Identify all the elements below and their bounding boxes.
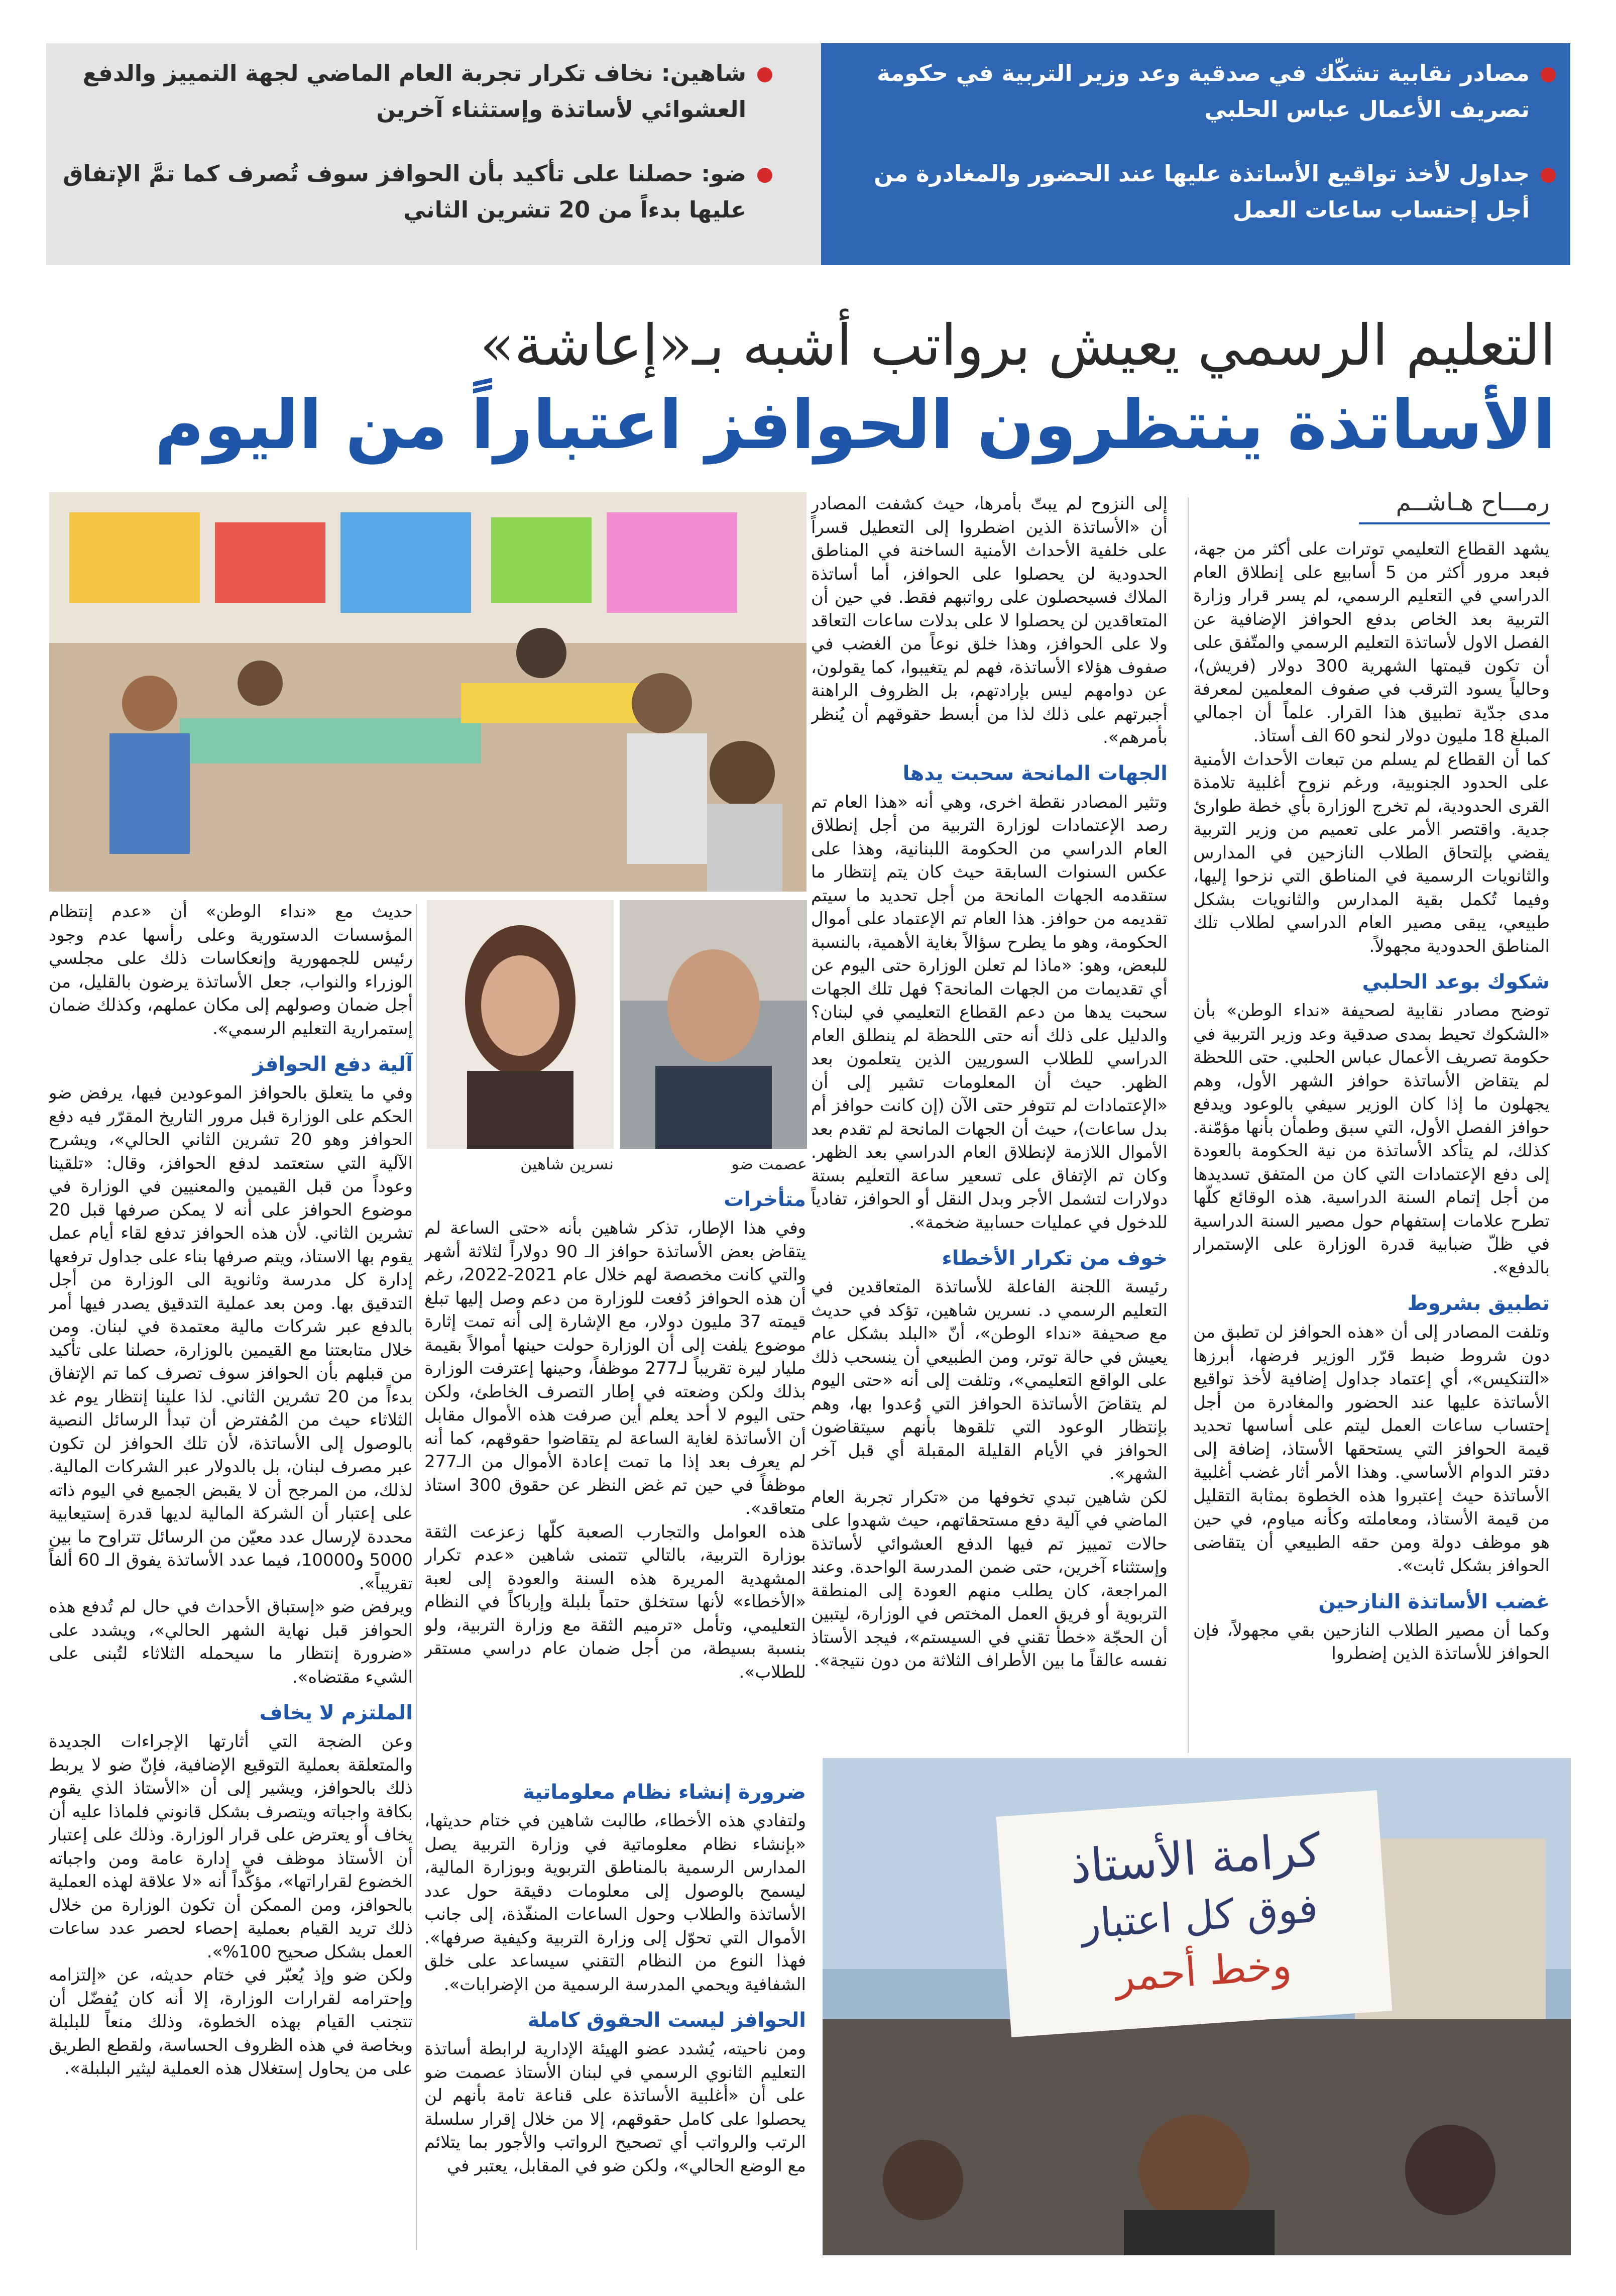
red-bullet-icon: [757, 168, 772, 183]
paragraph: وتثير المصادر نقطة اخرى، وهي أنه «هذا العام تم رصد الإعتمادات لوزارة التربية من أجل إنطلاق العام الدراسي من الحكومة اللبنانية، وهذا على عكس السنوات السابقة حيث كان يتم إنتظار ما ستقدمه الجهات المانحة من أجل تحديد ما سيتم تقديمه من حوافز. هذا العام تم الإعتماد على أموال الحكومة، وهو ما يطرح سؤالاً بغاية الأهمية، بالنسبة للبعض، وهو: «ماذا لم تعلن الوزارة حتى اليوم عن أي تقديمات من الجهات المانحة؟ فهل تلك الجهات سحبت يدها من دعم القطاع التعليمي في لبنان؟ والدليل على ذلك أنه حتى اللحظة لم ينطلق العام الدراسي للطلاب السوريين الذين يتعلمون بعد الظهر. حيث أن المعلومات تشير إلى أن «الإعتمادات لم تتوفر حتى الآن (إن كانت حوافز أم بدل ساعات)، حيث أن الجهات المانحة لم تقدم بعد الأموال اللازمة لإنطلاق العام الدراسي بعد الظهر. وكان تم الإتفاق على تسعير ساعة التعليم بستة دولارات لتشمل الأجر وبدل النقل أو الحوافز، تفادياً للدخول في عمليات حسابية ضخمة».: [811, 792, 1168, 1233]
subheading: متأخرات: [724, 1188, 806, 1211]
byline-rule: [1359, 522, 1550, 524]
protest-sign: [1028, 1817, 1370, 2010]
teaser-text: جداول لأخذ تواقيع الأساتذة عليها عند الحضور والمغادرة من أجل إحتساب ساعات العمل: [874, 160, 1530, 223]
paragraph: هذه العوامل والتجارب الصعبة كلّها زعزعت الثقة بوزارة التربية، بالتالي تتمنى شاهين «عدم تكرار المشهدية المريرة هذه السنة والعودة إلى لعبة «الأخطاء» لأنها ستخلق حتماً بلبلة وإرباكاً في النظام التعليمي، وتأمل «ترميم الثقة مع وزارة التربية، ولو بنسبة بسيطة، من أجل ضمان عام دراسي مستقر للطلاب».: [424, 1521, 806, 1682]
teaser-text: شاهين: نخاف تكرار تجربة العام الماضي لجهة التمييز والدفع العشوائي لأساتذة وإستثناء آخرين: [82, 60, 746, 123]
headline-kicker: التعليم الرسمي يعيش برواتب أشبه بـ«إعاشة»: [480, 313, 1556, 378]
teaser-text: ضو: حصلنا على تأكيد بأن الحوافز سوف تُصرف كما تمَّ الإتفاق عليها بدءاً من 20 تشرين الثاني: [63, 160, 746, 223]
column-divider: [416, 904, 417, 2250]
paragraph: حديث مع «نداء الوطن» أن «عدم إنتظام المؤسسات الدستورية وعلى رأسها عدم وجود رئيس للجمهورية وإنعكاسات ذلك على مجلسي الوزراء والنواب، جعل الأساتذة يرضون بالقليل، من أجل ضمان وصولهم إلى مكان عملهم، وكذلك ضمان إستمرارية التعليم الرسمي».: [49, 902, 413, 1039]
subheading: الملتزم لا يخاف: [259, 1701, 413, 1724]
red-bullet-icon: [1541, 168, 1556, 183]
subheading: الحوافز ليست الحقوق كاملة: [527, 2009, 806, 2032]
subheading: شكوك بوعد الحلبي: [1362, 970, 1550, 994]
paragraph: وكما أن مصير الطلاب النازحين بقي مجهولاً، فإن الحوافز للأساتذة الذين إضطروا: [1193, 1620, 1550, 1664]
paragraph: وعن الضجة التي أثارتها الإجراءات الجديدة والمتعلقة بعملية التوقيع الإضافية، فإنّ ضو لا يربط ذلك بالحوافز، ويشير إلى أن «الأستاذ الذي يقوم بكافة واجباته ويتصرف بشكل قانوني فلماذا عليه أن يخاف أو يعترض على قرار الوزارة. وذلك على إعتبار أن الأستاذ موظف في إدارة عامة ومن واجباته الخضوع لقراراتها»، مؤكّداً أنه «لا علاقة لهذه العملية بالحوافز، ومن الممكن أن تكون الوزارة من خلال ذلك تريد القيام بعملية إحصاء لحصر عدد ساعات العمل بشكل صحيح 100%».: [49, 1731, 413, 1962]
paragraph: وتلفت المصادر إلى أن «هذه الحوافز لن تطبق من دون شروط ضبط قرّر الوزير فرضها، أبرزها «التنكيس»، أي إعتماد جداول إضافية لأخذ تواقيع الأساتذة عليها عند الحضور والمغادرة من أجل إحتساب ساعات العمل ليتم على أساسها تحديد قيمة الحوافز التي يستحقها الأستاذ، إضافة إلى دفتر الدوام الأساسي. وهذا الأمر أثار غضب أغلبية الأساتذة حيث إعتبروا هذه الخطوة بمثابة التقليل من قيمة الأستاذ، ومعاملته وكأنه مياوم، في حين هو موظف دولة ومن حقه الطبيعي أن يتقاضى الحوافز بشكل ثابت».: [1193, 1322, 1550, 1576]
photo-caption: نسرين شاهين: [520, 1154, 614, 1173]
red-bullet-icon: [1541, 67, 1556, 82]
sign-line: كرامة الأستاذ: [1068, 1822, 1323, 1894]
paragraph: ويرفض ضو «إستباق الأحداث في حال لم تُدفع هذه الحوافز قبل نهاية الشهر الحالي»، ويشدد على «ضرورة إنتظار ما سيحمله الثلاثاء لتُبنى على الشيء مقتضاه».: [49, 1597, 413, 1687]
red-bullet-icon: [757, 67, 772, 82]
classroom-photo: [49, 492, 806, 892]
sign-line: وخط أحمر: [1113, 1941, 1293, 2001]
teaser-item: [838, 156, 1556, 228]
subheading: آلية دفع الحوافز: [253, 1053, 413, 1076]
teaser-item: [838, 55, 1556, 128]
article-column-1: [1193, 537, 1550, 1693]
sign-line: فوق كل اعتبار: [1079, 1884, 1320, 1948]
paragraph: كما أن القطاع لم يسلم من تبعات الأحداث الأمنية على الحدود الجنوبية، ورغم نزوح أغلبية تلامذة القرى الحدودية، لم تخرج الوزارة بأي خطة طوارئ جدية. واقتصر الأمر على تعميم من وزير التربية يقضي بإلتحاق الطلاب النازحين في المدارس والثانويات الرسمية في المناطق التي نزحوا إليها، وفيما تُكمل بقية المدارس والثانويات بشكل طبيعي، يبقى مصير العام الدراسي لطلاب تلك المناطق الحدودية مجهولاً.: [1193, 749, 1550, 956]
subheading: الجهات المانحة سحبت يدها: [902, 761, 1168, 785]
paragraph: توضح مصادر نقابية لصحيفة «نداء الوطن» بأن «الشكوك تحيط بمدى صدقية وعد وزير التربية في حكومة تصريف الأعمال عباس الحلبي. حتى اللحظة لم يتقاض الأساتذة حوافز الشهر الأول، وهم يجهلون ما إذا كان الوزير سيفي بالوعود ويدفع حوافز الفصل الأول، التي سبق وطمأن بأنها مؤمّنة. كذلك، لم يتأكد الأساتذة من نية الحكومة بالعودة إلى دفع الإعتمادات التي كان من المتفق تسديدها من أجل إتمام السنة الدراسية. هذه الوقائع كلّها تطرح علامات إستفهام حول مصير السنة الدراسية في ظلّ ضبابية قدرة الوزارة على الإستمرار بالدفع».: [1193, 1001, 1550, 1278]
byline: [1248, 488, 1550, 516]
headline-title: الأساتذة ينتظرون الحوافز اعتباراً من اليوم: [155, 386, 1556, 464]
paragraph: ولتفادي هذه الأخطاء، طالبت شاهين في ختام حديثها، «بإنشاء نظام معلوماتية في وزارة التربية يصل المدارس الرسمية بالمناطق التربوية وبوزارة المالية، ليسمح بالوصول إلى معلومات دقيقة حول عدد الأساتذة والطلاب وحول الساعات المنفّذة، إلى جانب الأموال التي تحوّل إلى وزارة التربية وكيفية صرفها». فهذا النوع من النظام التقني سيساعد على خلق الشفافية ويحمي المدرسة الرسمية من الإضرابات».: [424, 1811, 806, 1995]
teaser-text: مصادر نقابية تشكّك في صدقية وعد وزير التربية في حكومة تصريف الأعمال عباس الحلبي: [877, 60, 1530, 123]
subheading: خوف من تكرار الأخطاء: [942, 1247, 1168, 1270]
paragraph: إلى النزوح لم يبتّ بأمرها، حيث كشفت المصادر أن «الأساتذة الذين اضطروا إلى التعطيل قسراً على خلفية الأحداث الأمنية الساخنة في المناطق الحدودية لن يحصلوا على الحوافز، أما أساتذة الملاك فسيحصلون على رواتبهم فقط. في حين أن المتعاقدين لن يحصلوا لا على بدلات ساعات التعاقد ولا على الحوافز، وهذا خلق نوعاً من الغضب في صفوف هؤلاء الأساتذة، فهم لم يتغيبوا، كما يقولون، عن دوامهم ليس بإرادتهم، بل الظروف الراهنة أجبرتهم على ذلك لذا من أبسط حقوقهم أن يُنظر بأمرهم».: [811, 494, 1168, 747]
portrait-image: [620, 900, 807, 1149]
subheading: تطبيق بشروط: [1407, 1292, 1550, 1315]
paragraph: ومن ناحيته، يُشدد عضو الهيئة الإدارية لرابطة أساتذة التعليم الثانوي الرسمي في لبنان الأستاذ عصمت ضو على أن «أغلبية الأساتذة على قناعة تامة بأنهم لن يحصلوا على كامل حقوقهم، إلا من خلال إقرار سلسلة الرتب والرواتب أي تصحيح الرواتب والأجور بما يتلائم مع الوضع الحالي»، ولكن ضو في المقابل، يعتبر في: [424, 2039, 806, 2176]
portrait-nisrine-chahine: [427, 900, 614, 1149]
paragraph: ولكن ضو وإذ يُعبّر في ختام حديثه، عن «إلتزامه وإحترامه لقرارات الوزارة، إلا أنه كان يُفضّل أن تتجنب القيام بهذه الخطوة، وذلك منعاً للبلبلة وبخاصة في هذه الظروف الحساسة، ولقطع الطريق على من يحاول إستغلال هذه العملية ليثير البلبلة».: [49, 1965, 413, 2079]
column-divider: [1188, 497, 1189, 1753]
article-column-3-lower: [424, 1778, 806, 2260]
subheading: غضب الأساتذة النازحين: [1318, 1590, 1550, 1613]
classroom-image: [49, 492, 806, 892]
teaser-item: [59, 156, 772, 228]
protest-photo: [823, 1758, 1571, 2255]
article-column-2: [811, 492, 1168, 1748]
portrait-image: [427, 900, 614, 1149]
article-column-3: [424, 1185, 806, 1778]
paragraph: وفي هذا الإطار، تذكر شاهين بأنه «حتى الساعة لم يتقاض بعض الأساتذة حوافز الـ 90 دولاراً لثلاثة أشهر والتي كانت مخصصة لهم خلال عام 2021-2022، رغم أن هذه الحوافز دُفعت للوزارة من دعم وصل إليها تبلغ قيمته 37 مليون دولار، مع الإشارة إلى أنه تمت إثارة موضوع يلفت إلى أن الوزارة حولت حينها أموالاً بقيمة مليار ليرة تقريباً لـ277 موظفاً، وحينها إعترفت الوزارة بذلك ولكن وضعته في إطار التصرف الخاطئ، ولكن حتى اليوم لا أحد يعلم أين صرفت هذه الأموال مقابل أن الأساتذة لغاية الساعة لم يتقاضوا حقوقهم، كما أنه لم يعرف بعد إذا ما تمت إعادة الأموال من الـ277 موظفاً في حين تم غض النظر عن حقوق 300 استاذ متعاقد».: [424, 1218, 806, 1518]
teaser-item: [59, 55, 772, 128]
author-name: رمـــاح هـاشــم: [1396, 488, 1550, 516]
photo-caption: عصمت ضو: [731, 1154, 807, 1173]
article-column-4: [49, 900, 413, 2256]
paragraph: يشهد القطاع التعليمي توترات على أكثر من جهة، فبعد مرور أكثر من 5 أسابيع على إنطلاق العام الدراسي في التعليم الرسمي، لم يسر قرار وزارة التربية بعد الخاص بدفع الحوافز الإضافية عن الفصل الاول لأساتذة التعليم الرسمي والمتّفق على أن تكون قيمتها الشهرية 300 دولار (فريش)، وحالياً يسود الترقب في صفوف المعلمين لمعرفة مدى جدّية تطبيق هذا القرار. علماً أن اجمالي المبلغ 18 مليون دولار لنحو 60 الف أستاذ.: [1193, 539, 1550, 746]
paragraph: وفي ما يتعلق بالحوافز الموعودين فيها، يرفض ضو الحكم على الوزارة قبل مرور التاريخ المقرّر فيه دفع الحوافز وهو 20 تشرين الثاني الحالي»، ويشرح الآلية التي ستعتمد لدفع الحوافز، وقال: «تلقينا وعوداً من قبل القيمين والمعنيين في الوزارة في موضوع الحوافز على أنه لا يمكن صرفها قبل 20 تشرين الثاني. لأن هذه الحوافز تدفع لقاء أيام عمل يقوم بها الاستاذ، ويتم صرفها بناء على جداول ترفعها إدارة كل مدرسة وثانوية الى الوزارة من أجل التدقيق بها. ومن بعد عملية التدقيق يصدر فيها أمر بالدفع عبر شركات مالية معتمدة في لبنان. ومن خلال متابعتنا مع القيمين بالوزارة، حصلنا على تأكيد من قبلهم بأن الحوافز سوف تصرف كما تم الإتفاق بدءاً من 20 تشرين الثاني. لذا علينا إنتظار يوم غد الثلاثاء حيث من المُفترض أن تبدأ الرسائل النصية بالوصول إلى الأساتذة، لأن تلك الحوافز لن تكون عبر مصرف لبنان، بل بالدولار عبر الشركات المالية. لذلك، من المرجح أن لا يقبض الجميع في اليوم ذاته على إعتبار أن الشركة المالية لديها قدرة إستيعابية محددة لإرسال عدد معيّن من الرسائل تتراوح ما بين 5000 و10000، فيما عدد الأساتذة يفوق الـ 60 ألفاً تقريباً».: [49, 1083, 413, 1594]
paragraph: لكن شاهين تبدي تخوفها من «تكرار تجربة العام الماضي في آلية دفع مستحقاتهم، حيث شهدوا على حالات تمييز تم فيها الدفع العشوائي لأساتذة وإستثناء آخرين، حتى ضمن المدرسة الواحدة. وعند المراجعة، كان يطلب منهم العودة إلى المنطقة التربوية أو فريق العمل المختص في الوزارة، ليتبين أن الحجّة «خطأ تقني في السيستم»، فيجد الأستاذ نفسه عالقاً ما بين الأطراف الثلاثة من دون نتيجة».: [811, 1487, 1168, 1671]
paragraph: رئيسة اللجنة الفاعلة للأساتذة المتعاقدين في التعليم الرسمي د. نسرين شاهين، تؤكد في حديث مع صحيفة «نداء الوطن»، أنّ «البلد بشكل عام يعيش في حالة توتر، ومن الطبيعي أن ينسحب ذلك على الواقع التعليمي»، وتلفت إلى أنه «حتى اليوم لم يتقاضَ الأساتذة الحوافز التي وُعدوا بها، وهم بإنتظار الوعود التي تلقوها بأنهم سيتقاضون الحوافز في الأيام القليلة المقبلة أي قبل آخر الشهر».: [811, 1277, 1168, 1484]
subheading: ضرورة إنشاء نظام معلوماتية: [522, 1781, 806, 1804]
portrait-esmat-daou: [620, 900, 807, 1149]
